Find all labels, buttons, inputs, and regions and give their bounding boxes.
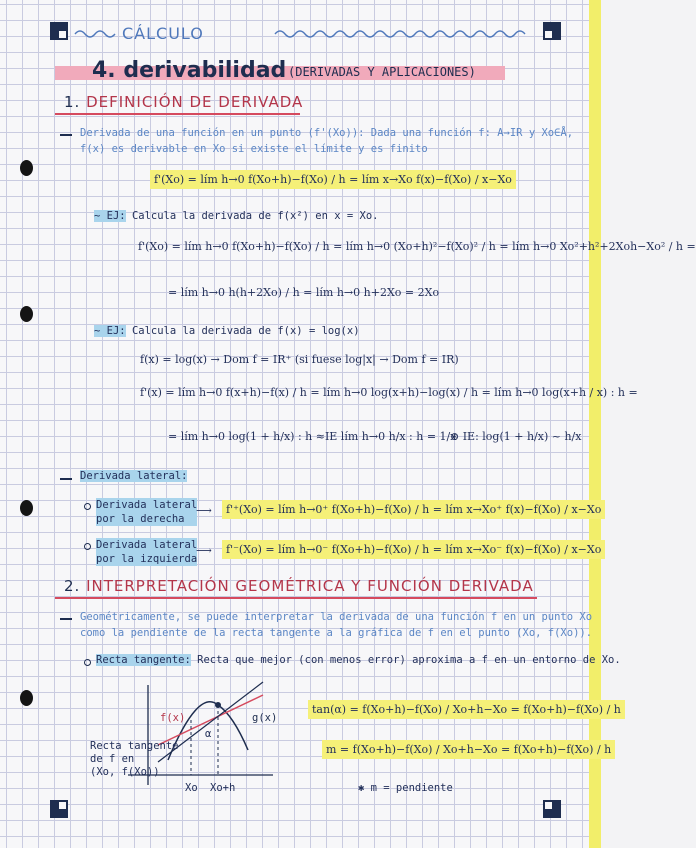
tangent-label: Recta tangente: bbox=[96, 654, 191, 666]
corner-mark-icon bbox=[543, 22, 561, 40]
graph-alpha-label: α bbox=[205, 728, 212, 740]
page-subtitle: (DERIVADAS Y APLICACIONES) bbox=[288, 65, 476, 79]
course-title: CÁLCULO bbox=[122, 24, 204, 43]
dash-bullet bbox=[60, 478, 72, 480]
arrow-icon: ⟶ bbox=[196, 504, 212, 517]
example-2-step-3: = lím h→0 log(1 + h/x) : h ≈IE lím h→0 h/x : h = 1/x bbox=[168, 430, 457, 443]
lateral-derivative-label: Derivada lateral: bbox=[80, 470, 188, 482]
graph-x0h-label: Xo+h bbox=[210, 782, 236, 794]
left-lateral-label-1: Derivada lateral bbox=[96, 539, 198, 551]
section-2-title: INTERPRETACIÓN GEOMÉTRICA Y FUNCIÓN DERIVADA bbox=[86, 577, 534, 595]
geometric-line-2: como la pendiente de la recta tangente a la gráfica de f en el punto (Xo, f(Xo)). bbox=[80, 627, 593, 639]
binder-hole bbox=[20, 160, 33, 176]
left-lateral-label-2: por la izquierda bbox=[96, 553, 198, 565]
binder-hole bbox=[20, 500, 33, 516]
corner-mark-icon bbox=[50, 22, 68, 40]
example-1-tag: ~ EJ: bbox=[94, 210, 126, 222]
right-lateral-formula: f'⁺(Xo) = lím h→0⁺ f(Xo+h)−f(Xo) / h = lím x→Xo⁺ f(x)−f(Xo) / x−Xo bbox=[222, 500, 605, 519]
example-2 bbox=[94, 325, 360, 337]
graph-tangent-label-3: (Xo, f(Xo)) bbox=[90, 766, 160, 778]
circle-bullet bbox=[84, 543, 91, 550]
circle-bullet bbox=[84, 659, 91, 666]
definition-line-2: f(x) es derivable en Xo si existe el límite y es finito bbox=[80, 143, 428, 155]
dash-bullet bbox=[60, 134, 72, 136]
geometric-line-1: Geométricamente, se puede interpretar la derivada de una función f en un punto Xo bbox=[80, 611, 593, 623]
title-number: 4. bbox=[92, 58, 116, 83]
title-main: derivabilidad bbox=[123, 58, 287, 83]
section-2-underline bbox=[55, 597, 537, 599]
corner-mark-icon bbox=[50, 800, 68, 818]
arrow-icon: ⟶ bbox=[196, 544, 212, 557]
graph-tangent-label-1: Recta tangente bbox=[90, 740, 179, 752]
example-2-note: ⊛ IE: log(1 + h/x) ~ h/x bbox=[450, 430, 582, 443]
example-1-step-2: = lím h→0 h(h+2Xo) / h = lím h→0 h+2Xo = 2Xo bbox=[168, 286, 440, 299]
section-2-number: 2. bbox=[64, 577, 81, 595]
corner-mark-icon bbox=[543, 800, 561, 818]
tangent-text: Recta que mejor (con menos error) aproxima a f en un entorno de Xo. bbox=[197, 654, 621, 666]
section-1-underline bbox=[55, 113, 300, 115]
page-title bbox=[92, 58, 286, 83]
graph-point bbox=[215, 702, 221, 708]
example-1-text: Calcula la derivada de f(x²) en x = Xo. bbox=[131, 210, 379, 222]
section-1-heading bbox=[64, 93, 303, 111]
graph-tangent-label-2: de f en bbox=[90, 753, 135, 765]
definition-line-1: Derivada de una función en un punto (f'(Xo)): Dada una función f: A→IR y Xo∈Å, bbox=[80, 127, 574, 139]
binder-hole bbox=[20, 690, 33, 706]
dash-bullet bbox=[60, 618, 72, 620]
derivative-definition-formula: f'(Xo) = lím h→0 f(Xo+h)−f(Xo) / h = lím x→Xo f(x)−f(Xo) / x−Xo bbox=[150, 170, 516, 189]
right-lateral-label-1: Derivada lateral bbox=[96, 499, 198, 511]
graph-gx-label: g(x) bbox=[252, 712, 278, 724]
graph-x0-label: Xo bbox=[185, 782, 198, 794]
section-1-title: DEFINICIÓN DE DERIVADA bbox=[86, 93, 304, 111]
section-1-number: 1. bbox=[64, 93, 81, 111]
left-lateral-formula: f'⁻(Xo) = lím h→0⁻ f(Xo+h)−f(Xo) / h = lím x→Xo⁻ f(x)−f(Xo) / x−Xo bbox=[222, 540, 605, 559]
binder-hole bbox=[20, 306, 33, 322]
page-edge-highlight bbox=[589, 0, 601, 848]
right-lateral-label-2: por la derecha bbox=[96, 513, 185, 525]
slope-note: ✱ m = pendiente bbox=[358, 782, 453, 794]
example-2-tag: ~ EJ: bbox=[94, 325, 126, 337]
example-1-step-1: f'(Xo) = lím h→0 f(Xo+h)−f(Xo) / h = lím h→0 (Xo+h)²−f(Xo)² / h = lím h→0 Xo²+h²+2Xoh−Xo² / h = bbox=[138, 240, 696, 253]
example-1 bbox=[94, 210, 378, 222]
graph-fx-label: f(x) bbox=[160, 712, 186, 724]
example-2-step-1: f(x) = log(x) → Dom f = IR⁺ (si fuese log|x| → Dom f = IR) bbox=[140, 353, 459, 366]
circle-bullet bbox=[84, 503, 91, 510]
right-lateral-label bbox=[96, 498, 197, 526]
tangent-definition bbox=[96, 654, 621, 666]
example-2-step-2: f'(x) = lím h→0 f(x+h)−f(x) / h = lím h→0 log(x+h)−log(x) / h = lím h→0 log(x+h / x) : h = bbox=[140, 386, 638, 399]
tan-alpha-formula: tan(α) = f(Xo+h)−f(Xo) / Xo+h−Xo = f(Xo+h)−f(Xo) / h bbox=[308, 700, 625, 719]
example-2-text: Calcula la derivada de f(x) = log(x) bbox=[131, 325, 360, 337]
slope-formula: m = f(Xo+h)−f(Xo) / Xo+h−Xo = f(Xo+h)−f(Xo) / h bbox=[322, 740, 615, 759]
section-2-heading bbox=[64, 577, 534, 595]
left-lateral-label bbox=[96, 538, 197, 566]
graph-tangent-label bbox=[90, 740, 179, 779]
